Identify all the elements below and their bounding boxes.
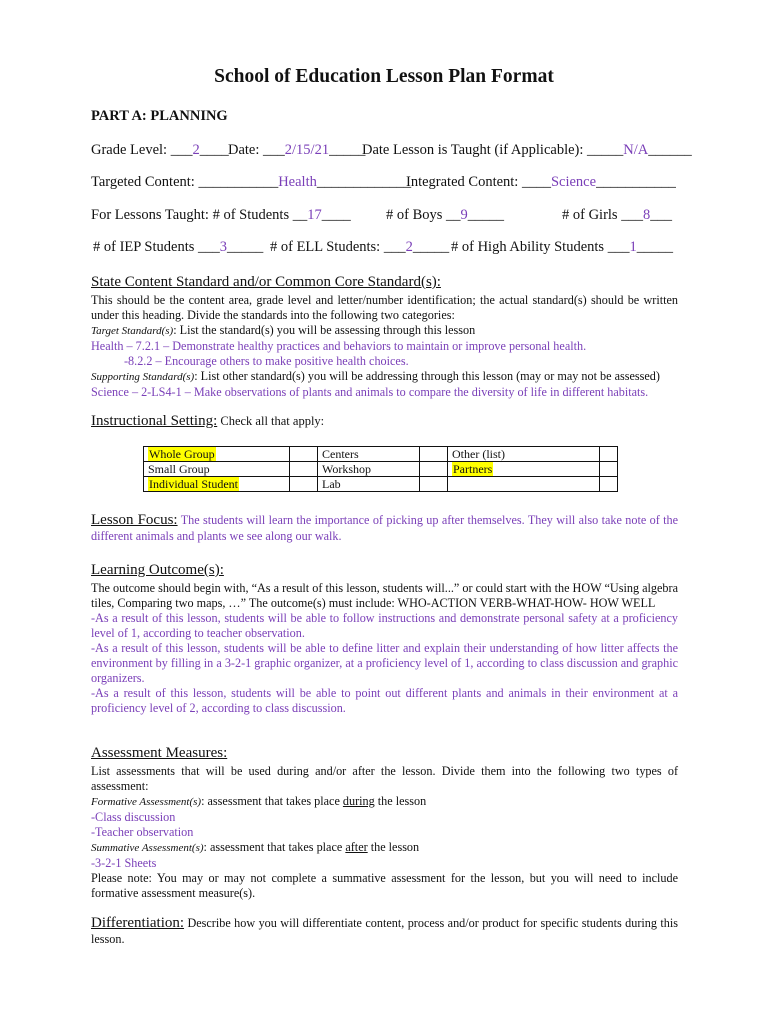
- lesson-focus-text: The students will learn the importance of picking up after themselves. They will also take note of the different animals and plants we see along our walk.: [91, 513, 679, 543]
- formative-item: -Class discussion: [91, 810, 176, 824]
- learning-outcomes-intro: The outcome should begin with, “As a result of this lesson, students will...” or could start with the HOW “Using algebra tiles, Comparing two maps, …” The outcome(s) must include: WHO-ACTION VERB-WHAT-HOW- HOW WELL: [91, 581, 678, 610]
- formative-item: -Teacher observation: [91, 825, 194, 839]
- target-standard-line: Target Standard(s): List the standard(s) you will be assessing through this lesson: [91, 323, 476, 337]
- summative-line: Summative Assessment(s): assessment that takes place after the lesson: [91, 840, 420, 854]
- checkbox-cell[interactable]: [600, 447, 618, 462]
- target-standard-1: Health – 7.2.1 – Demonstrate healthy practices and behaviors to maintain or improve personal health.: [91, 339, 587, 353]
- checkbox-cell[interactable]: [600, 462, 618, 477]
- assessment-section: [91, 745, 678, 901]
- checkbox-cell[interactable]: [600, 477, 618, 492]
- date-field: Date: ___2/15/21_____: [228, 142, 366, 158]
- table-row: [144, 477, 618, 492]
- assessment-note: Please note: You may or may not complete a summative assessment for the lesson, but you will need to include formative assessment measure(s).: [91, 871, 678, 900]
- setting-option-partners[interactable]: Partners: [448, 462, 600, 477]
- summative-item: -3-2-1 Sheets: [91, 856, 157, 870]
- learning-outcome-1: -As a result of this lesson, students will be able to follow instructions and demonstrate personal safety at a proficiency level of 1, according to teacher observation.: [91, 611, 678, 640]
- setting-option-centers[interactable]: Centers: [318, 447, 420, 462]
- high-ability-count-value: 1: [629, 239, 637, 255]
- part-a-heading: PART A: PLANNING: [91, 108, 228, 124]
- setting-option-blank[interactable]: [448, 477, 600, 492]
- assessment-intro: List assessments that will be used during and/or after the lesson. Divide them into the following two types of assessment:: [91, 764, 678, 793]
- girls-count-field: # of Girls ___8___: [562, 207, 672, 223]
- ell-count-value: 2: [405, 239, 413, 255]
- checkbox-cell[interactable]: [290, 462, 318, 477]
- instructional-setting-heading: Instructional Setting: Check all that apply:: [91, 413, 325, 429]
- supporting-standard-1: Science – 2-LS4-1 – Make observations of plants and animals to compare the diversity of life in different habitats.: [91, 385, 649, 399]
- checkbox-cell[interactable]: [290, 447, 318, 462]
- high-ability-count-field: # of High Ability Students ___1_____: [451, 239, 673, 255]
- learning-outcomes-section: [91, 562, 678, 716]
- differentiation-heading: Differentiation:: [91, 915, 185, 931]
- standards-heading: State Content Standard and/or Common Core Standard(s):: [91, 274, 441, 290]
- boys-count-value: 9: [460, 207, 468, 223]
- table-row: [144, 462, 618, 477]
- setting-option-other[interactable]: Other (list): [448, 447, 600, 462]
- supporting-standard-line: Supporting Standard(s): List other standard(s) you will be addressing through this lesson (may or may not be assessed): [91, 369, 660, 383]
- target-standard-2: -8.2.2 – Encourage others to make positive health choices.: [124, 354, 409, 368]
- table-row: [144, 447, 618, 462]
- standards-section: [91, 274, 678, 400]
- integrated-content-field: Integrated Content: ____Science___________: [406, 174, 676, 190]
- differentiation-text: Describe how you will differentiate content, process and/or product for specific students during this lesson.: [91, 916, 678, 946]
- lesson-focus-section: [91, 512, 678, 544]
- instructional-setting-table: [143, 446, 618, 492]
- students-count-value: 17: [307, 207, 322, 223]
- differentiation-section: [91, 915, 678, 947]
- standards-intro: This should be the content area, grade level and letter/number identification; the actual standard(s) should be written under this heading. Divide the standards into the following two categories:: [91, 293, 678, 322]
- grade-level-value: 2: [192, 142, 200, 158]
- targeted-content-value: Health: [278, 174, 317, 190]
- date-taught-field: Date Lesson is Taught (if Applicable): _____N/A______: [362, 142, 692, 158]
- setting-option-whole-group[interactable]: Whole Group: [144, 447, 290, 462]
- grade-level-field: Grade Level: ___2____: [91, 142, 229, 158]
- setting-option-individual-student[interactable]: Individual Student: [144, 477, 290, 492]
- targeted-content-field: Targeted Content: ___________Health_____________: [91, 174, 412, 190]
- ell-count-field: # of ELL Students: ___2_____: [270, 239, 450, 255]
- learning-outcomes-heading: Learning Outcome(s):: [91, 562, 224, 578]
- checkbox-cell[interactable]: [290, 477, 318, 492]
- iep-count-value: 3: [219, 239, 227, 255]
- learning-outcome-3: -As a result of this lesson, students will be able to point out different plants and animals in their environment at a proficiency level of 2, according to class discussion.: [91, 686, 678, 715]
- formative-line: Formative Assessment(s): assessment that takes place during the lesson: [91, 794, 427, 808]
- setting-option-lab[interactable]: Lab: [318, 477, 420, 492]
- boys-count-field: # of Boys __9_____: [386, 207, 505, 223]
- checkbox-cell[interactable]: [420, 462, 448, 477]
- iep-count-field: # of IEP Students ___3_____: [93, 239, 264, 255]
- date-value: 2/15/21: [284, 142, 330, 158]
- girls-count-value: 8: [642, 207, 651, 223]
- students-count-field: For Lessons Taught: # of Students __17____: [91, 207, 351, 223]
- setting-option-small-group[interactable]: Small Group: [144, 462, 290, 477]
- checkbox-cell[interactable]: [420, 477, 448, 492]
- page-title: School of Education Lesson Plan Format: [214, 66, 554, 87]
- integrated-content-value: Science: [550, 174, 597, 190]
- assessment-heading: Assessment Measures:: [91, 745, 228, 761]
- setting-option-workshop[interactable]: Workshop: [318, 462, 420, 477]
- lesson-focus-heading: Lesson Focus:: [91, 512, 178, 528]
- date-taught-value: N/A: [623, 142, 649, 158]
- checkbox-cell[interactable]: [420, 447, 448, 462]
- learning-outcome-2: -As a result of this lesson, students will be able to define litter and explain their understanding of how litter affects the environment by filling in a 3-2-1 graphic organizer, at a proficiency level of 1, according to class discussion and graphic organizers.: [91, 641, 678, 685]
